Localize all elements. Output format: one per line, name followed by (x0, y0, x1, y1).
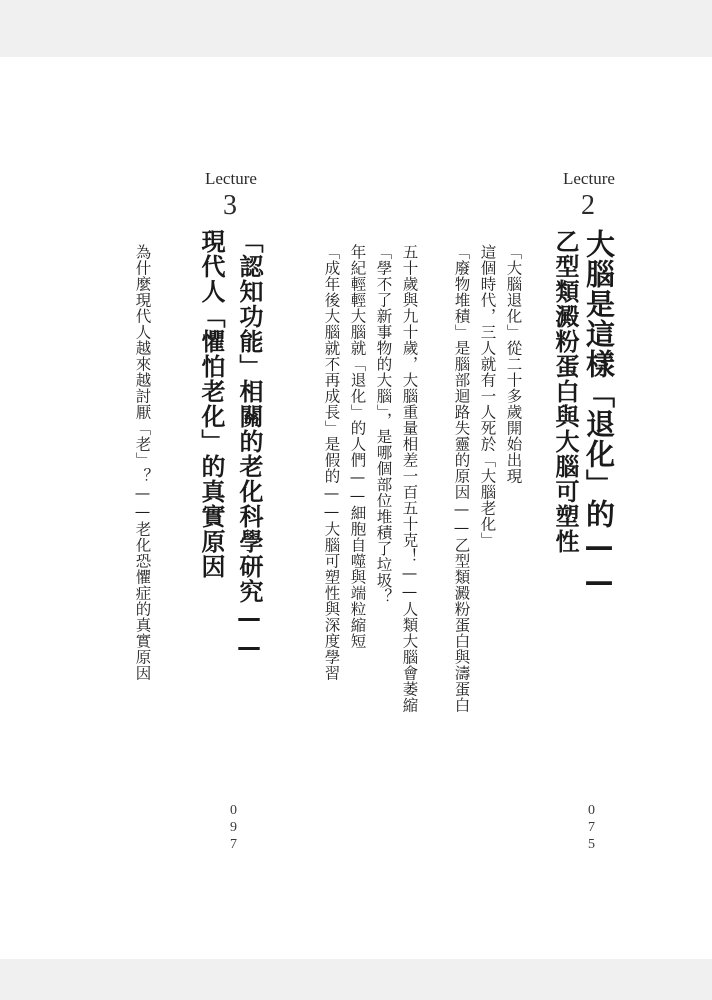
lecture-2-item-1[interactable]: 「大腦退化」從二十多歲開始出現 (504, 244, 523, 484)
lecture-2-item-5[interactable]: 「學不了新事物的大腦」，是哪個部位堆積了垃圾？ (374, 244, 393, 605)
lecture-2-page-number[interactable]: 075 (584, 803, 599, 854)
page (0, 57, 712, 959)
lecture-2-number: 2 (581, 190, 595, 221)
lecture-3-number: 3 (223, 190, 237, 221)
lecture-3-title-line2: 現代人「懼怕老化」的真實原因 (197, 229, 225, 579)
lecture-2-item-2[interactable]: 這個時代，三人就有一人死於「大腦老化」 (478, 244, 497, 548)
lecture-2-title-line2: 乙型類澱粉蛋白與大腦可塑性 (551, 229, 579, 554)
lecture-2-item-7[interactable]: 「成年後大腦就不再成長」是假的——大腦可塑性與深度學習 (322, 244, 341, 681)
lecture-2-item-6[interactable]: 年紀輕輕大腦就「退化」的人們——細胞自噬與端粒縮短 (348, 244, 367, 649)
lecture-3-page-number[interactable]: 097 (226, 803, 241, 854)
lecture-2-item-4[interactable]: 五十歲與九十歲，大腦重量相差一百五十克！——人類大腦會萎縮 (400, 244, 419, 713)
lecture-3-item-1[interactable]: 為什麼現代人越來越討厭「老」？——老化恐懼症的真實原因 (133, 244, 152, 681)
lecture-2-title-line1: 大腦是這樣「退化」的—— (582, 229, 616, 599)
lecture-3-title-line1: 「認知功能」相關的老化科學研究—— (235, 229, 263, 662)
lecture-2-label: Lecture (563, 169, 615, 188)
lecture-2-item-3[interactable]: 「廢物堆積」是腦部迴路失靈的原因——乙型類澱粉蛋白與濤蛋白 (452, 244, 471, 713)
lecture-3-label: Lecture (205, 169, 257, 188)
